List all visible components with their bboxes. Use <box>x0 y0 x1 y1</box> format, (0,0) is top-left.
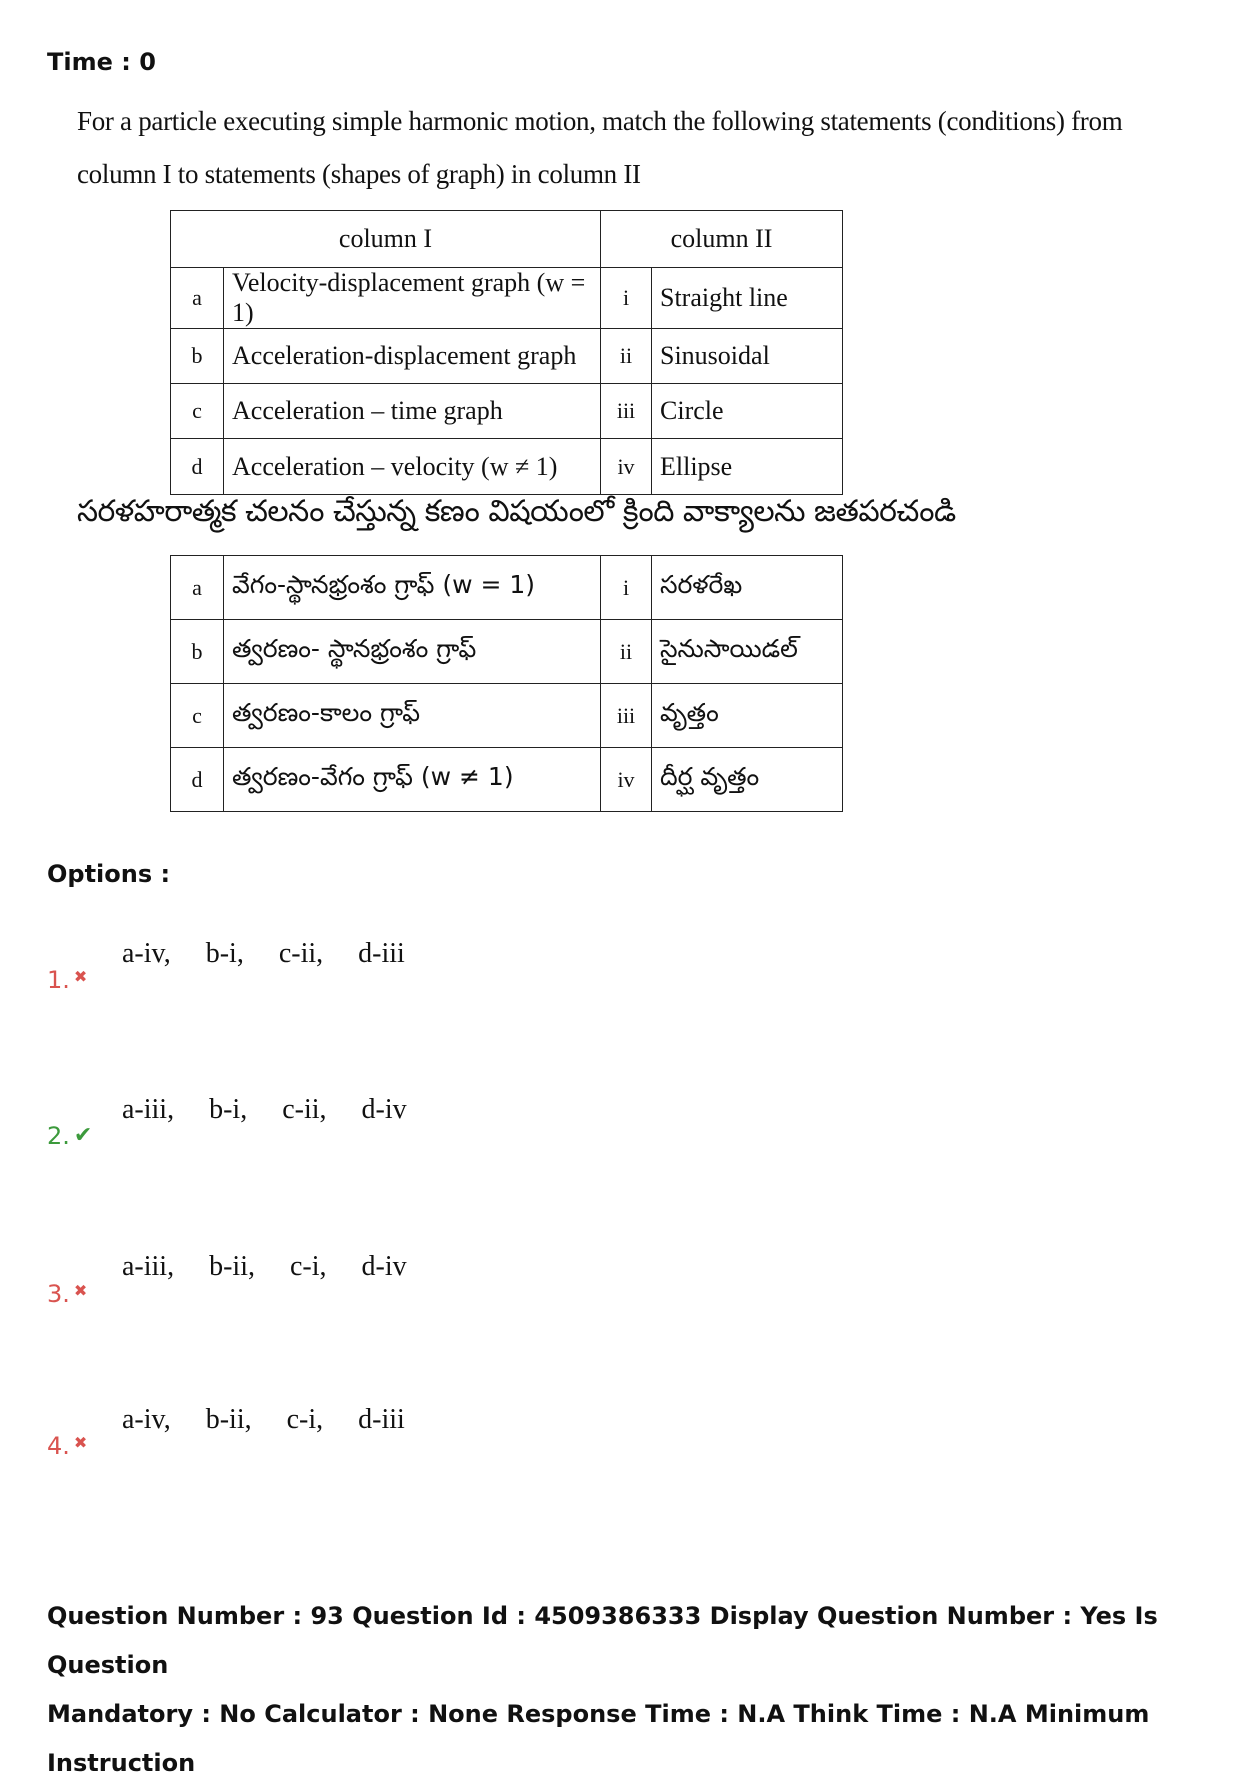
telugu-instruction: సరళహరాత్మక చలనం చేస్తున్న కణం విషయంలో క్రింది వాక్యాలను జతపరచండి <box>77 494 956 529</box>
match-table-english <box>170 210 843 495</box>
column-1-cell: త్వరణం-కాలం గ్రాఫ్ <box>224 684 601 748</box>
table-row <box>171 439 843 495</box>
option-4-text[interactable]: a-iv, b-ii, c-i, d-iii <box>122 1404 405 1435</box>
time-label: Time : 0 <box>47 48 156 76</box>
column-2-cell: సరళరేఖ <box>652 556 843 620</box>
cross-icon: ✖ <box>73 1433 88 1452</box>
table-row <box>171 620 843 684</box>
option-3-text[interactable]: a-iii, b-ii, c-i, d-iv <box>122 1251 407 1282</box>
question-line-2: column I to statements (shapes of graph) in column II <box>77 159 641 189</box>
row-key: d <box>171 439 224 495</box>
column-1-header: column I <box>171 211 601 268</box>
column-2-cell: Sinusoidal <box>652 329 843 384</box>
column-2-header: column II <box>601 211 843 268</box>
table-row <box>171 684 843 748</box>
roman-key: i <box>601 268 652 329</box>
checkmark-icon: ✔ <box>73 1123 93 1148</box>
roman-key: i <box>601 556 652 620</box>
column-1-cell: Acceleration-displacement graph <box>224 329 601 384</box>
row-key: c <box>171 684 224 748</box>
column-2-cell: Ellipse <box>652 439 843 495</box>
roman-key: iv <box>601 439 652 495</box>
column-2-cell: సైనుసాయిడల్ <box>652 620 843 684</box>
cross-icon: ✖ <box>73 967 88 986</box>
roman-key: iv <box>601 748 652 812</box>
column-1-cell: వేగం-స్థానభ్రంశం గ్రాఫ్ (w = 1) <box>224 556 601 620</box>
option-2[interactable] <box>47 1122 92 1150</box>
roman-key: iii <box>601 684 652 748</box>
column-2-cell: Straight line <box>652 268 843 329</box>
column-1-cell: Acceleration – time graph <box>224 384 601 439</box>
row-key: a <box>171 556 224 620</box>
column-1-cell: త్వరణం-వేగం గ్రాఫ్ (w ≠ 1) <box>224 748 601 812</box>
roman-key: iii <box>601 384 652 439</box>
row-key: d <box>171 748 224 812</box>
table-row <box>171 748 843 812</box>
roman-key: ii <box>601 329 652 384</box>
option-number: 3. <box>47 1280 70 1308</box>
metadata-line-1: Question Number : 93 Question Id : 4509386333 Display Question Number : Yes Is Question <box>47 1602 1158 1679</box>
option-1-text[interactable]: a-iv, b-i, c-ii, d-iii <box>122 938 405 969</box>
question-metadata <box>47 1592 1207 1788</box>
row-key: a <box>171 268 224 329</box>
cross-icon: ✖ <box>73 1281 88 1300</box>
table-row <box>171 268 843 329</box>
option-number: 1. <box>47 966 70 994</box>
column-1-cell: త్వరణం- స్థానభ్రంశం గ్రాఫ్ <box>224 620 601 684</box>
table-row <box>171 556 843 620</box>
column-2-cell: వృత్తం <box>652 684 843 748</box>
option-3[interactable] <box>47 1280 87 1308</box>
row-key: c <box>171 384 224 439</box>
row-key: b <box>171 620 224 684</box>
table-row <box>171 329 843 384</box>
question-line-1: For a particle executing simple harmonic motion, match the following statements (conditions) from <box>77 106 1123 136</box>
table-row <box>171 384 843 439</box>
metadata-line-2: Mandatory : No Calculator : None Response Time : N.A Think Time : N.A Minimum Instruction <box>47 1700 1150 1777</box>
column-2-cell: Circle <box>652 384 843 439</box>
roman-key: ii <box>601 620 652 684</box>
option-4[interactable] <box>47 1432 87 1460</box>
column-1-cell: Acceleration – velocity (w ≠ 1) <box>224 439 601 495</box>
row-key: b <box>171 329 224 384</box>
option-number: 2. <box>47 1122 70 1150</box>
match-table-telugu <box>170 555 843 812</box>
options-label: Options : <box>47 860 171 888</box>
column-2-cell: దీర్ఘ వృత్తం <box>652 748 843 812</box>
option-2-text[interactable]: a-iii, b-i, c-ii, d-iv <box>122 1094 407 1125</box>
column-1-cell: Velocity-displacement graph (w = 1) <box>224 268 601 329</box>
option-1[interactable] <box>47 966 87 994</box>
option-number: 4. <box>47 1432 70 1460</box>
